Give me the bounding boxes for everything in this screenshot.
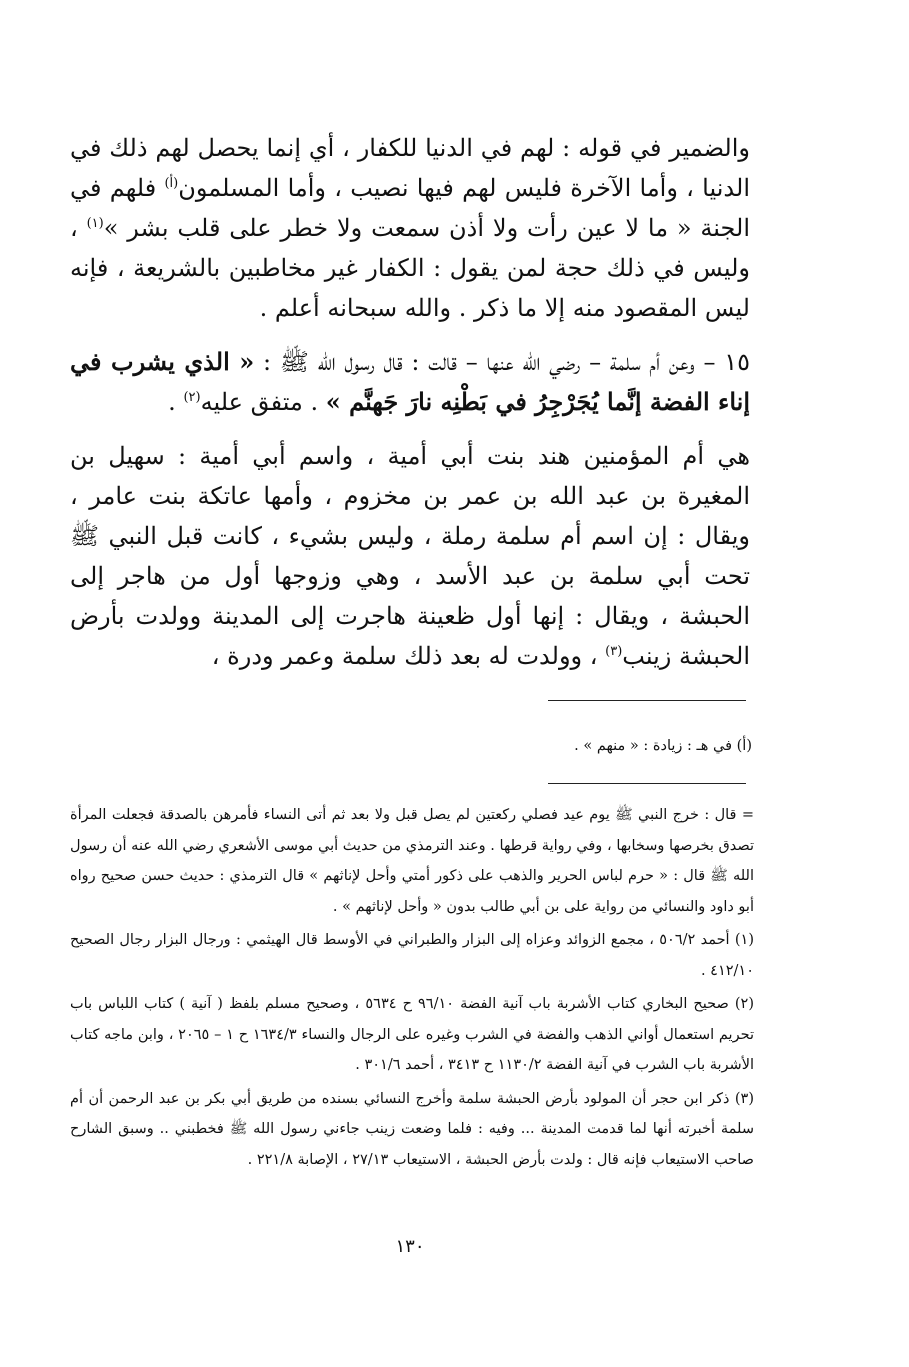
footnote-marker-2: (٢) <box>183 390 201 405</box>
footnote-continuation: = قال : خرج النبي ﷺ يوم عيد فصلي ركعتين لم يصل قبل ولا بعد ثم أتى النساء فأمرهن بالصدقة فجعلت المرأة تصدق بخرصها وسخابها ، وفي رواية قرطها . وعند الترمذي من حديث أبي موسى الأشعري رضي الله عنه أن رسول الله ﷺ قال : « حرم لباس الحرير والذهب على ذكور أمتي وأحل لإناثهم » قال الترمذي : حديث حسن صحيح رواه أبو داود والنسائي من رواية على بن أبي طالب بدون « وأحل لإناثهم » . <box>70 807 754 915</box>
separator-rule-top <box>548 700 746 701</box>
margin-note-marker: (أ) <box>164 176 179 191</box>
paragraph-biography-text-b: ، وولدت له بعد ذلك سلمة وعمر ودرة ، <box>211 642 606 670</box>
paragraph-commentary-text-c: ، وليس في ذلك حجة لمن يقول : الكفار غير مخاطبين بالشريعة ، فإنه ليس المقصود منه إلا ما ذكر . والله سبحانه أعلم . <box>70 214 750 322</box>
footnote-2: (٢) صحيح البخاري كتاب الأشربة باب آنية الفضة ٩٦/١٠ ح ٥٦٣٤ ، وصحيح مسلم بلفظ ( آنية ) كتاب اللباس باب تحريم استعمال أواني الذهب والفضة في الشرب وغيره على الرجال والنساء ١٦٣٤/٣ ح ١ – ٢٠٦٥ ، وابن ماجه كتاب الأشربة باب الشرب في آنية الفضة ١١٣٠/٢ ح ٣٤١٣ ، أحمد ٣٠١/٦ . <box>70 996 754 1073</box>
hadith-attribution: . متفق عليه <box>200 388 326 416</box>
separator-rule-bottom <box>548 783 746 784</box>
margin-note: (أ) في هـ : زيادة : « منهم » . <box>574 738 752 754</box>
page-number: ١٣٠ <box>395 1236 425 1257</box>
paragraph-commentary <box>70 128 750 328</box>
paragraph-biography <box>70 436 750 676</box>
footnote-marker-3: (٣) <box>605 644 623 659</box>
footnote-3: (٣) ذكر ابن حجر أن المولود بأرض الحبشة سلمة وأخرج النسائي بسنده من طريق أبي بكر بن عبد الرحمن أن أم سلمة أخبرته أنها لما قدمت المدينة ... وفيه : فلما وضعت زينب جاءني رسول الله ﷺ فخطبني .. وسبق الشارح صاحب الاستيعاب فإنه قال : ولدت بأرض الحبشة ، الاستيعاب ٢٧/١٣ ، الإصابة ٢٢١/٨ . <box>70 1090 754 1168</box>
footnote-1: (١) أحمد ٥٠٦/٢ ، مجمع الزوائد وعزاه إلى البزار والطبراني في الأوسط قال الهيثمي : ورجال البزار رجال الصحيح ٤١٢/١٠ . <box>70 932 754 979</box>
paragraph-biography-text-a: هي أم المؤمنين هند بنت أبي أمية ، واسم أبي أمية : سهيل بن المغيرة بن عبد الله بن عمر بن مخزوم ، وأمها عاتكة بنت عامر ، ويقال : إن اسم أم سلمة رملة ، وليس بشيء ، كانت قبل النبي ﷺ تحت أبي سلمة بن عبد الأسد ، وهي وزوجها أول من هاجر إلى الحبشة ، ويقال : إنها أول ظعينة هاجرت إلى المدينة وولدت بأرض الحبشة زينب <box>70 442 750 670</box>
paragraph-commentary-text-b: فلهم في الجنة « ما لا عين رأت ولا أذن سمعت ولا خطر على قلب بشر » <box>70 174 751 242</box>
hadith-intro: ١٥ – وعن أم سلمة – رضي الله عنها – قالت : قال رسول الله ﷺ : <box>254 348 750 376</box>
footnotes <box>70 800 754 1175</box>
footnote-marker-1: (١) <box>86 216 104 231</box>
paragraph-commentary-text-a: والضمير في قوله : لهم في الدنيا للكفار ، أي إنما يحصل لهم ذلك في الدنيا ، وأما الآخرة فليس لهم فيها نصيب ، وأما المسلمون <box>70 134 750 202</box>
hadith-quote: « الذي يشرب في إناء الفضة إنَّما يُجَرْجِرُ في بَطْنِه نارَ جَهنَّم » <box>70 347 750 416</box>
main-text <box>70 128 750 676</box>
hadith-paragraph <box>70 342 750 422</box>
hadith-end: . <box>168 388 184 416</box>
